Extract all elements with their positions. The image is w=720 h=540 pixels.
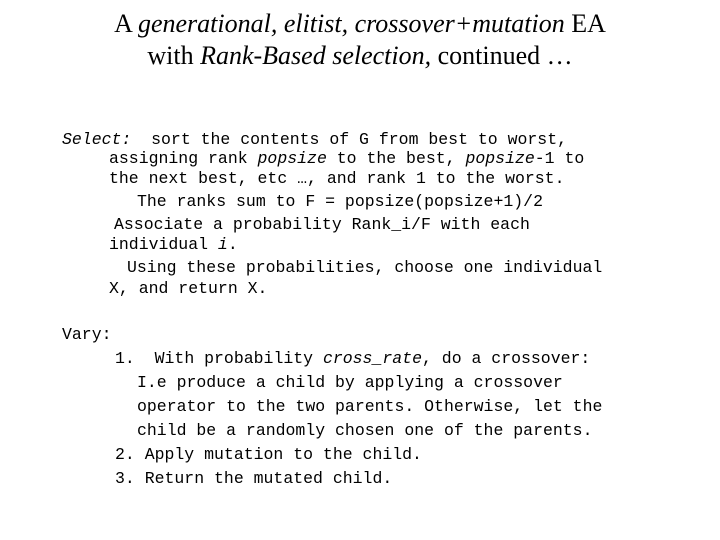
select-line-2 xyxy=(109,149,584,169)
vary-item-1 xyxy=(115,349,590,369)
select-label: Select: xyxy=(62,130,132,149)
select-text: to the best, xyxy=(326,149,466,168)
vary-label: Vary: xyxy=(62,325,112,344)
title-italic-text: Rank-Based selection, xyxy=(200,41,432,70)
popsize-term: popsize xyxy=(465,149,535,168)
title-text: EA xyxy=(564,9,606,38)
select-line-1 xyxy=(62,130,567,150)
vary-item-1-line-2: I.e produce a child by applying a crossover xyxy=(137,373,563,392)
title-text: with xyxy=(147,41,201,70)
select-line-8: X, and return X. xyxy=(109,279,268,298)
item-number: 1. xyxy=(115,349,135,368)
select-text: sort the contents of G from best to worst, xyxy=(151,130,567,149)
title-line-2 xyxy=(0,40,720,72)
select-line-4: The ranks sum to F = popsize(popsize+1)/2 xyxy=(137,192,543,211)
variable-i: i xyxy=(217,235,228,254)
title-italic-text: generational, elitist, crossover+mutation xyxy=(137,9,565,38)
popsize-term: popsize xyxy=(257,149,327,168)
select-text: -1 to xyxy=(534,149,585,168)
title-text: A xyxy=(114,9,138,38)
vary-item-3: 3. Return the mutated child. xyxy=(115,469,393,488)
vary-text: With probability xyxy=(154,349,323,368)
select-line-3: the next best, etc …, and rank 1 to the worst. xyxy=(109,169,565,188)
select-text: assigning rank xyxy=(109,149,258,168)
vary-item-1-line-3: operator to the two parents. Otherwise, let the xyxy=(137,397,603,416)
select-text: individual xyxy=(109,235,218,254)
title-text: continued … xyxy=(431,41,573,70)
select-text: . xyxy=(227,235,238,254)
title-line-1 xyxy=(0,8,720,40)
vary-item-1-line-4: child be a randomly chosen one of the parents. xyxy=(137,421,593,440)
cross-rate-term: cross_rate xyxy=(322,349,422,368)
select-line-6 xyxy=(109,235,238,255)
vary-text: , do a crossover: xyxy=(421,349,591,368)
vary-item-2: 2. Apply mutation to the child. xyxy=(115,445,422,464)
select-line-7: Using these probabilities, choose one individual xyxy=(127,258,603,277)
slide-title xyxy=(0,8,720,72)
select-line-5: Associate a probability Rank_i/F with each xyxy=(114,215,530,234)
